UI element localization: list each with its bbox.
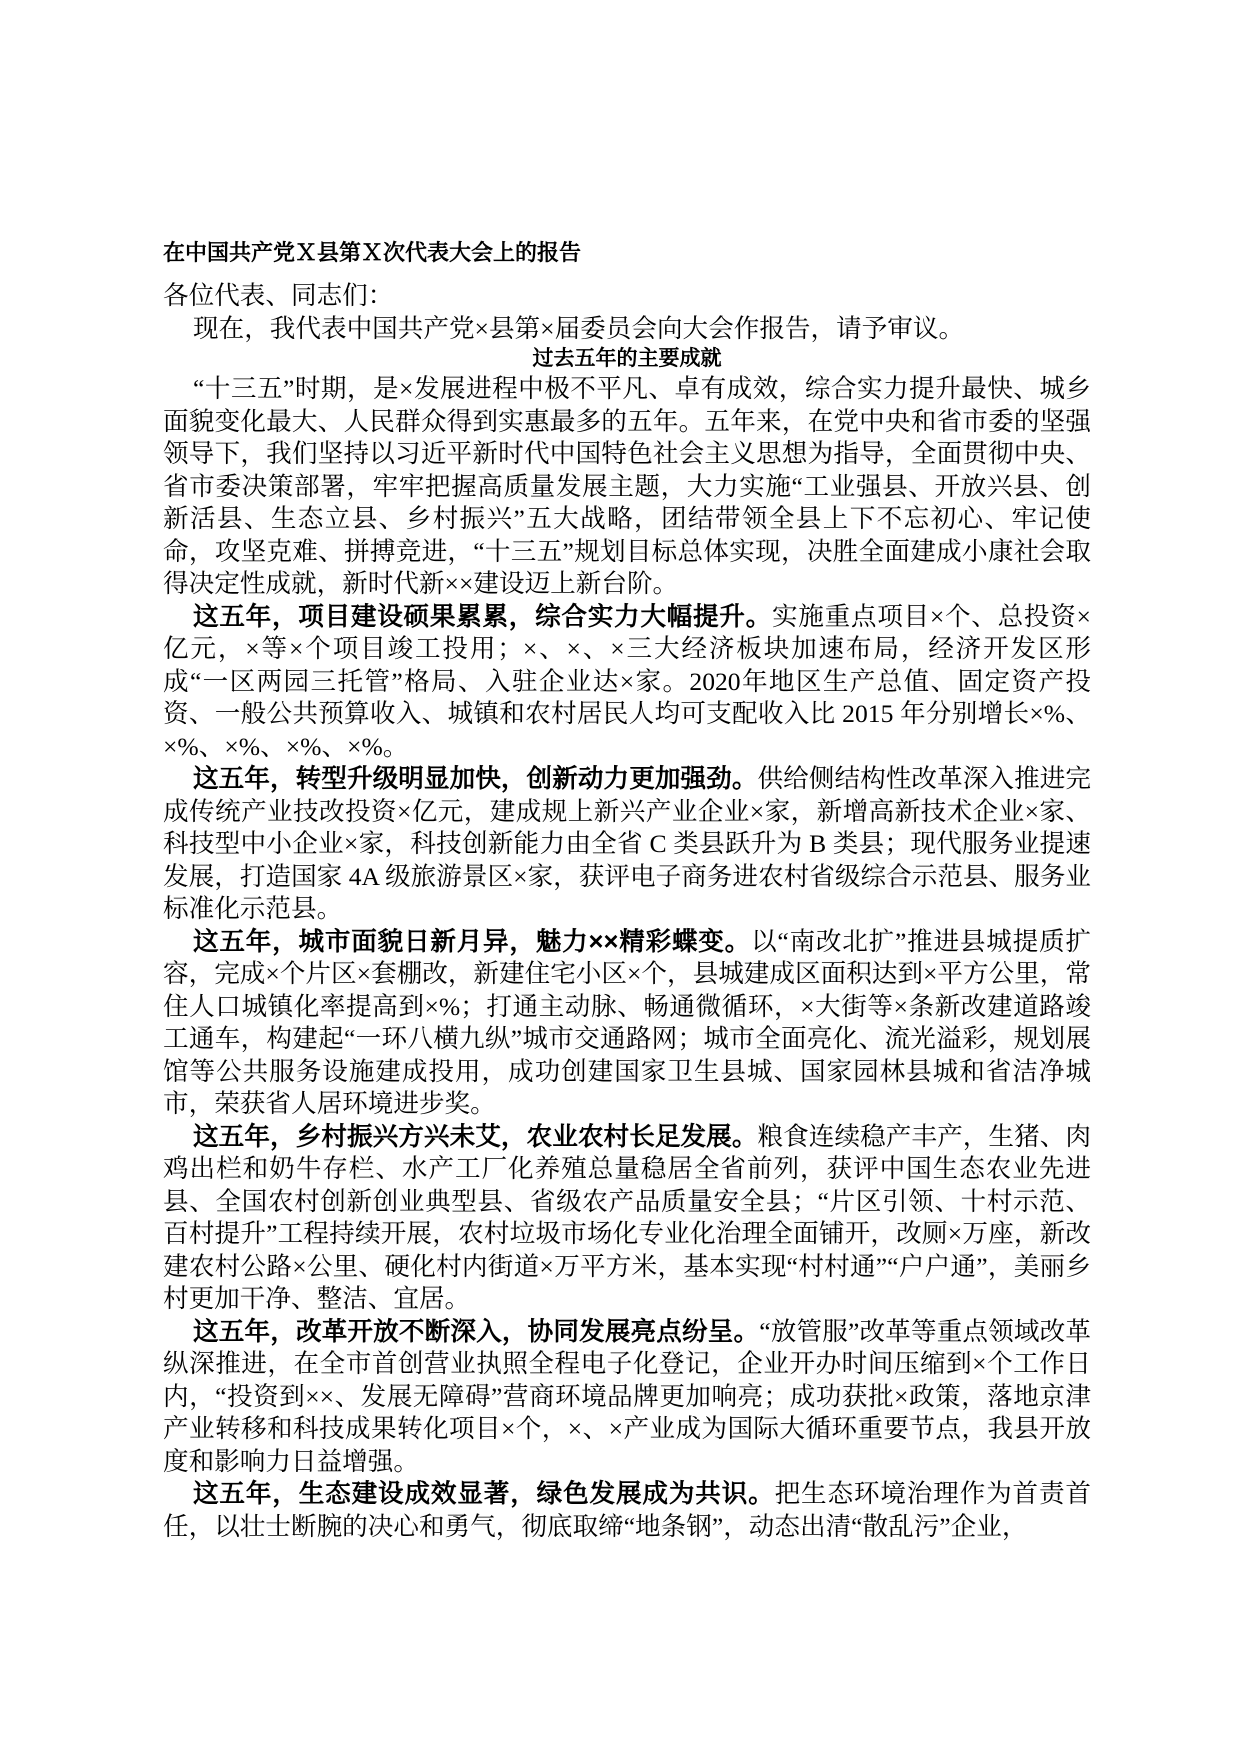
paragraph-text: “放管服”改革等重点领域改革纵深推进，在全市首创营业执照全程电子化登记，企业开办时间压缩到×个工作日内，“投资到××、发展无障碍”营商环境品牌更加响亮；成功获批×政策，落地京津产业转移和科技成果转化项目×个，×、×产业成为国际大循环重要节点，我县开放度和影响力日益增强。 — [163, 1316, 1091, 1476]
paragraph-text: 粮食连续稳产丰产，生猪、肉鸡出栏和奶牛存栏、水产工厂化养殖总量稳居全省前列，获评中国生态农业先进县、全国农村创新创业典型县、省级农产品质量安全县；“片区引领、十村示范、百村提升”工程持续开展，农村垃圾市场化专业化治理全面铺开，改厕×万座，新改建农村公路×公里、硬化村内街道×万平方米，基本实现“村村通”“户户通”，美丽乡村更加干净、整洁、宜居。 — [163, 1121, 1091, 1313]
paragraph-overview — [163, 373, 1091, 601]
paragraph-text: 把生态环境治理作为首责首任，以壮士断腕的决心和勇气，彻底取缔“地条钢”，动态出清“散乱污”企业， — [163, 1479, 1091, 1541]
paragraph-rural — [163, 1121, 1091, 1316]
paragraph-lead: 这五年，改革开放不断深入，协同发展亮点纷呈。 — [193, 1317, 760, 1346]
paragraph-lead: 这五年，项目建设硕果累累，综合实力大幅提升。 — [193, 602, 772, 631]
salutation: 各位代表、同志们： — [163, 281, 394, 310]
paragraph-text: 实施重点项目×个、总投资×亿元，×等×个项目竣工投用；×、×、×三大经济板块加速布局，经济开发区形成“一区两园三托管”格局、入驻企业达×家。2020年地区生产总值、固定资产投资、一般公共预算收入、城镇和农村居民人均可支配收入比 2015 年分别增长×%、×%、×%、×%、×%。 — [163, 601, 1091, 761]
paragraph-lead: 这五年，转型升级明显加快，创新动力更加强劲。 — [193, 765, 758, 793]
paragraph-lead: 这五年，城市面貌日新月异，魅力××精彩蝶变。 — [193, 927, 752, 956]
paragraph-lead: 这五年，生态建设成效显著，绿色发展成为共识。 — [193, 1480, 775, 1508]
paragraph-lead: 这五年，乡村振兴方兴未艾，农业农村长足发展。 — [193, 1122, 758, 1151]
paragraph-text: “十三五”时期，是×发展进程中极不平凡、卓有成效，综合实力提升最快、城乡面貌变化最大、人民群众得到实惠最多的五年。五年来，在党中央和省市委的坚强领导下，我们坚持以习近平新时代中国特色社会主义思想为指导，全面贯彻中央、省市委决策部署，牢牢把握高质量发展主题，大力实施“工业强县、开放兴县、创新活县、生态立县、乡村振兴”五大战略，团结带领全县上下不忘初心、牢记使命，攻坚克难、拼搏竞进，“十三五”规划目标总体实现，决胜全面建成小康社会取得决定性成就，新时代新××建设迈上新台阶。 — [163, 374, 1091, 598]
document-page — [163, 238, 1091, 1543]
section-heading: 过去五年的主要成就 — [532, 347, 722, 370]
document-title: 在中国共产党Ｘ县第Ｘ次代表大会上的报告 — [163, 240, 582, 265]
intro-paragraph: 现在，我代表中国共产党×县第×届委员会向大会作报告，请予审议。 — [193, 313, 965, 343]
paragraph-city — [163, 926, 1091, 1121]
paragraph-text: 供给侧结构性改革深入推进完成传统产业技改投资×亿元，建成规上新兴产业企业×家，新增高新技术企业×家、科技型中小企业×家，科技创新能力由全省 C 类县跃升为 B 类县；现代服务业提速发展，打造国家 4A 级旅游景区×家，获评电子商务进农村省级综合示范县、服务业标准化示范县。 — [163, 764, 1091, 923]
paragraph-projects — [163, 601, 1091, 764]
paragraph-reform — [163, 1316, 1091, 1479]
paragraph-ecology — [163, 1478, 1091, 1543]
paragraph-text: 以“南改北扩”推进县城提质扩容，完成×个片区×套棚改，新建住宅小区×个，县城建成区面积达到×平方公里，常住人口城镇化率提高到×%；打通主动脉、畅通微循环，×大街等×条新改建道路竣工通车，构建起“一环八横九纵”城市交通路网；城市全面亮化、流光溢彩，规划展馆等公共服务设施建成投用，成功创建国家卫生县城、国家园林县城和省洁净城市，荣获省人居环境进步奖。 — [163, 926, 1091, 1118]
paragraph-transformation — [163, 763, 1091, 926]
